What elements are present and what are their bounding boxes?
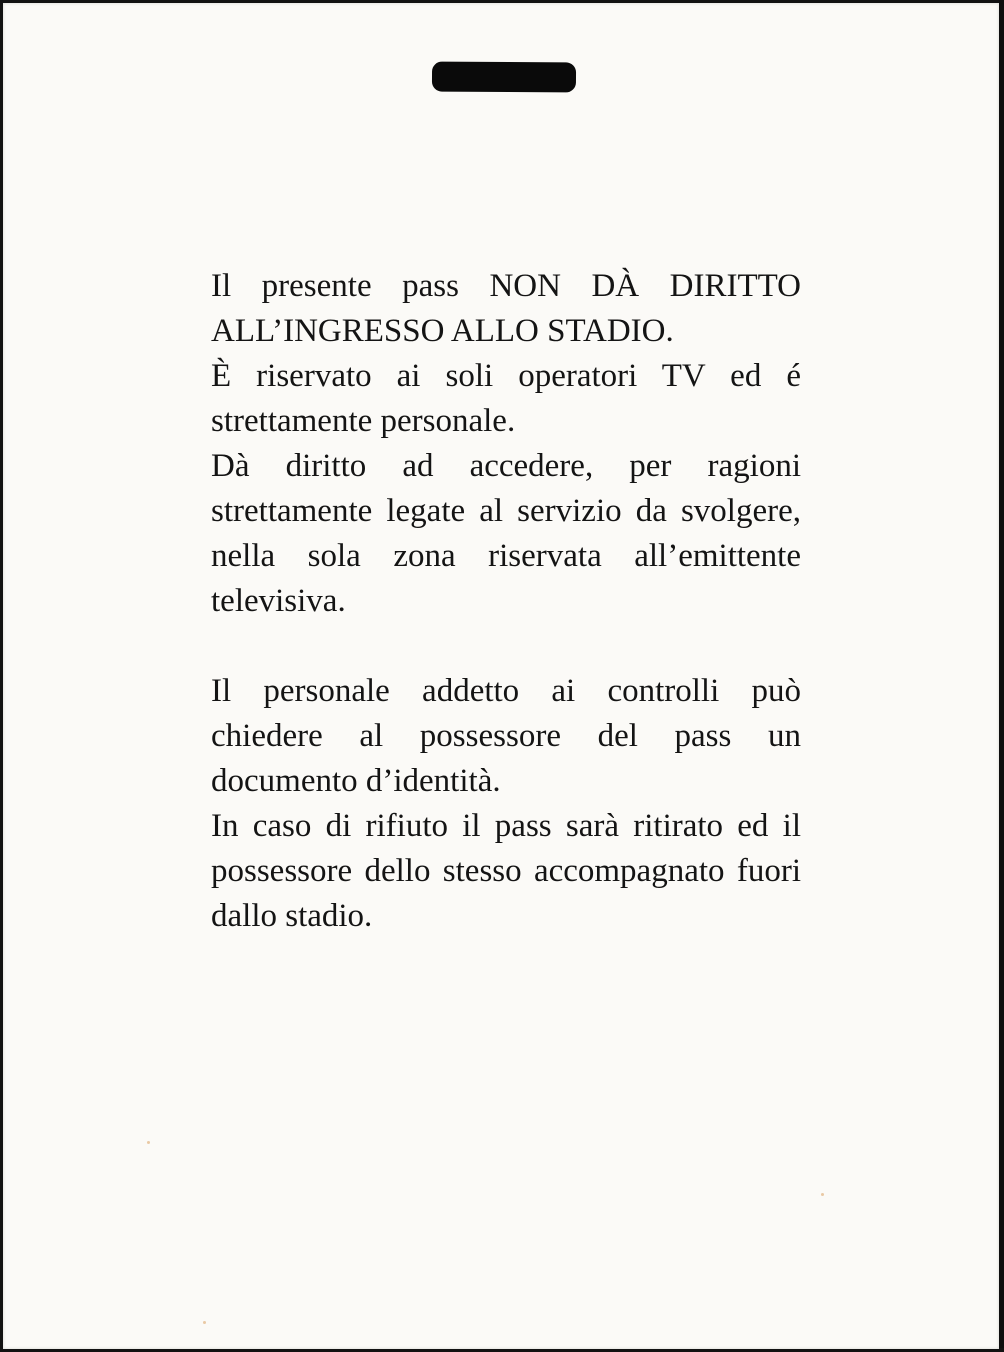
paragraph-id-check: Il personale addetto ai controlli può chiedere al possessore del pass un documento d’identità.	[211, 673, 801, 799]
paper-speck	[147, 1141, 150, 1144]
paper-speck	[203, 1321, 206, 1324]
paper-speck	[821, 1193, 824, 1196]
paragraph-reserved-zone-access: Dà diritto ad accedere, per ragioni strettamente legate al servizio da svolgere, nella sola zona riservata all’emittente televisiva.	[211, 448, 801, 619]
scan-border-right	[999, 0, 1004, 1352]
paragraph-refusal-consequence: In caso di rifiuto il pass sarà ritirato ed il possessore dello stesso accompagnato fuori dallo stadio.	[211, 808, 801, 934]
paragraph-no-stadium-access: Il presente pass NON DÀ DIRITTO ALL’INGRESSO ALLO STADIO.	[211, 268, 801, 349]
pass-terms-text	[211, 264, 801, 939]
paragraph-spacer	[211, 624, 801, 669]
lanyard-slot-hole	[432, 61, 576, 92]
paragraph-tv-operators-only: È riservato ai soli operatori TV ed é strettamente personale.	[211, 358, 801, 439]
